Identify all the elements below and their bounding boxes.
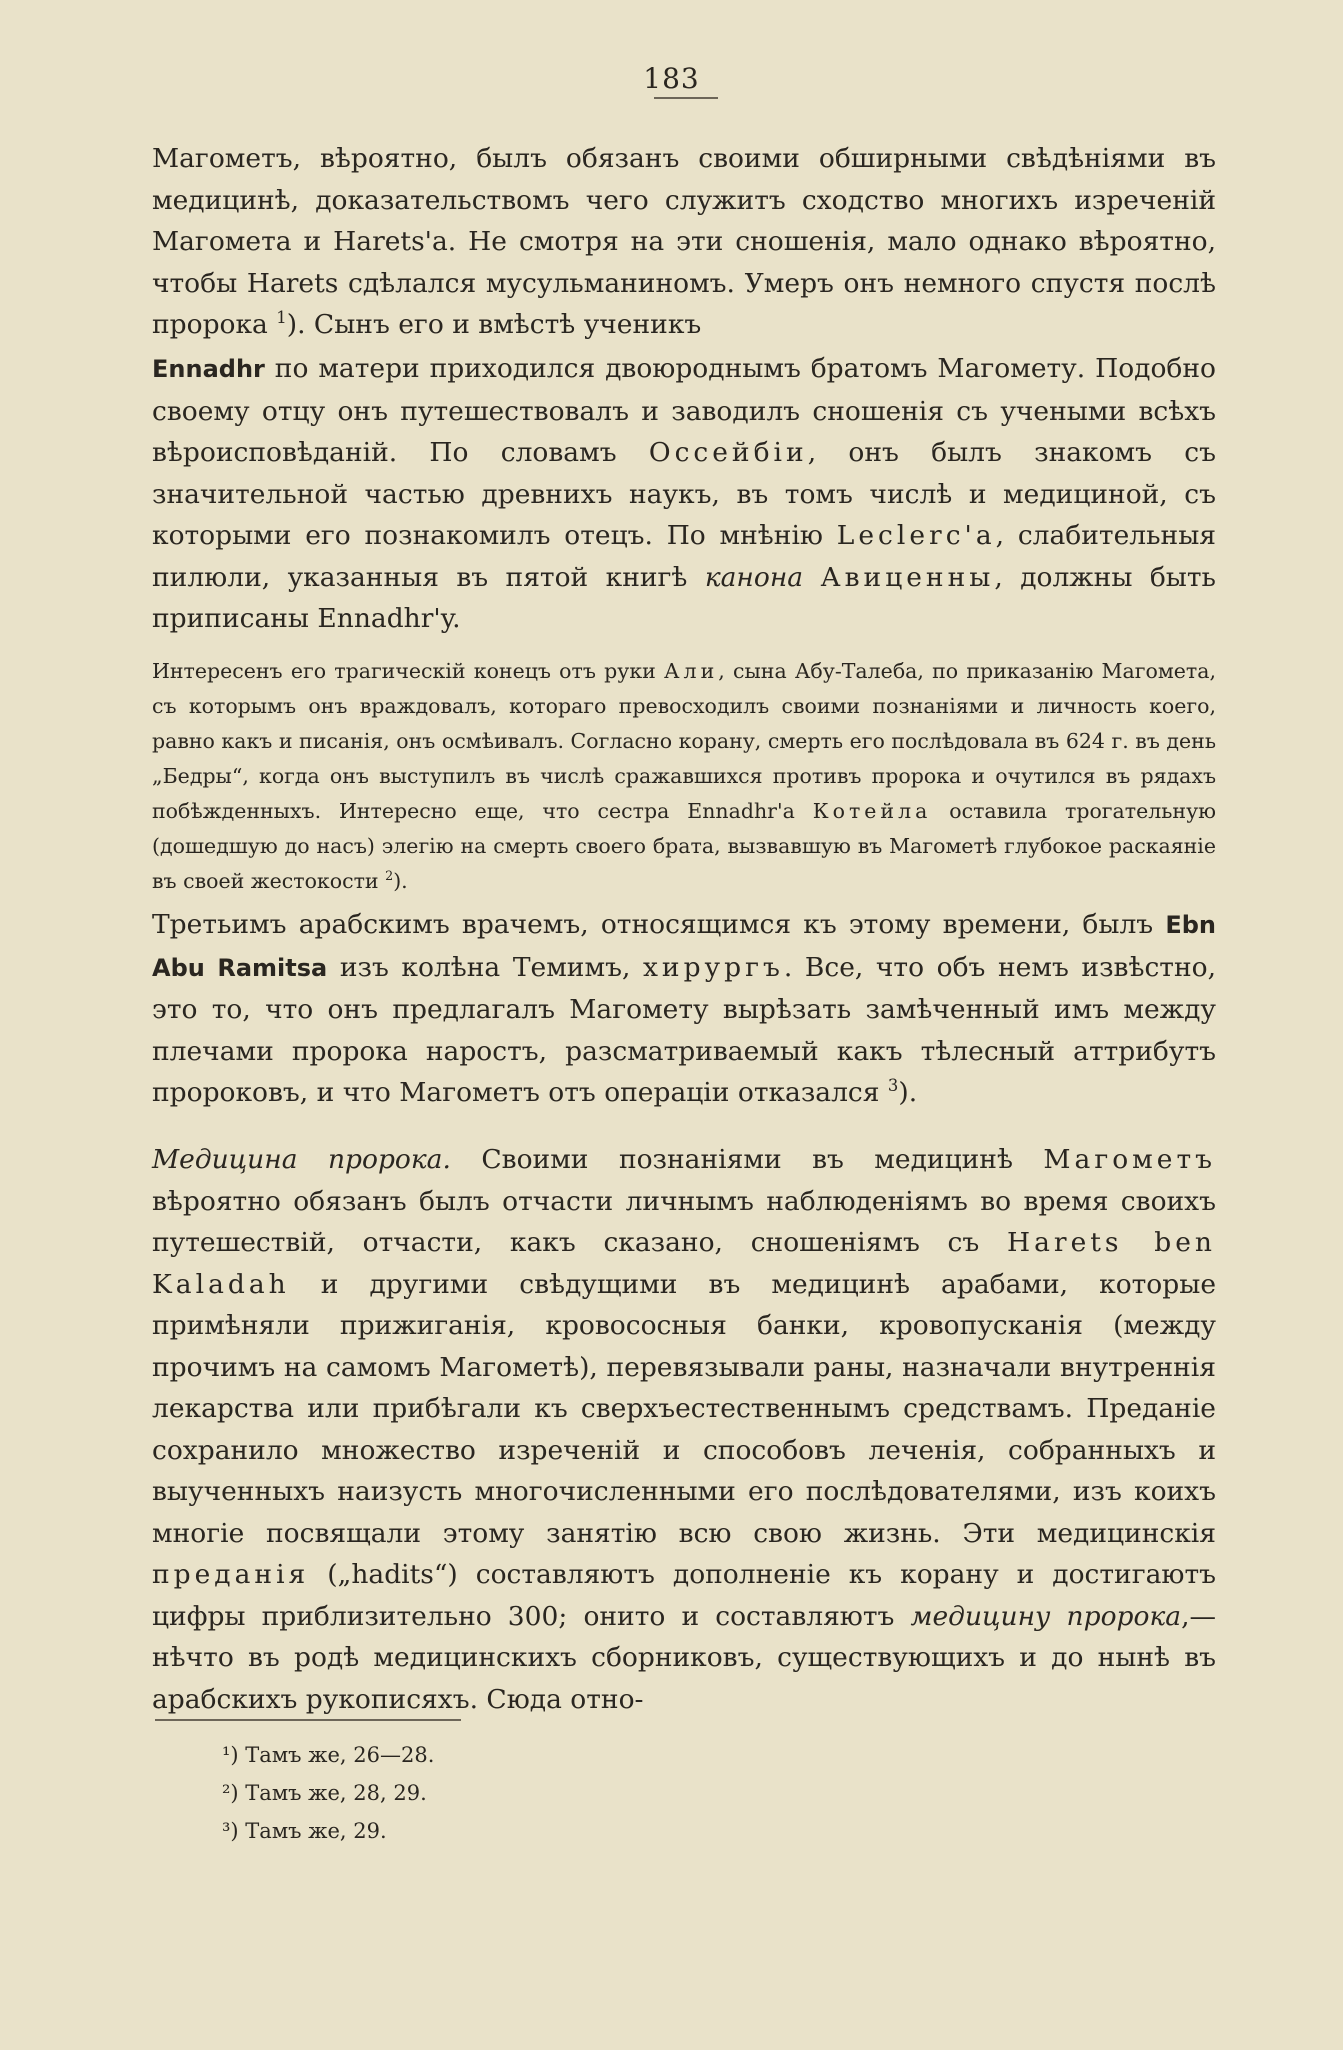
text-run: Магометъ, вѣроятно, былъ обязанъ своими обширными свѣдѣніями въ медицинѣ, доказательствомъ чего служитъ сходство многихъ изреченій Магомета и Harets'a. Не смотря на эти сношенія, мало однако вѣроятно, чтобы Harets сдѣлался мусульманиномъ. Умеръ онъ немного спустя послѣ пророка xyxy=(152,143,1216,340)
text-run: Своими познаніями въ медицинѣ xyxy=(450,1144,1044,1175)
paragraph-2 xyxy=(152,348,1216,640)
text-sp: Оссейбіи xyxy=(648,437,808,468)
text-sup: 2 xyxy=(385,868,394,884)
text-sp: Авиценны xyxy=(820,561,995,593)
text-name: Ennadhr xyxy=(152,355,265,383)
footnote-2: ²) Тамъ же, 28, 29. xyxy=(222,1781,427,1805)
text-sp: Али xyxy=(664,659,719,683)
text-name: Ebn Abu Ramitsa xyxy=(152,911,1216,982)
text-run: . Все, что объ немъ извѣстно, это то, что онъ предлагалъ Магомету вырѣзать замѣченный имъ между плечами пророка наростъ, разсматриваемый какъ тѣлесный аттрибутъ пророковъ, и что Магометъ отъ операціи отказался xyxy=(152,951,1216,1108)
text-sp: Leclerc'a xyxy=(836,520,996,551)
page-number-underline xyxy=(654,97,718,99)
text-run: по матери приходился двоюроднымъ братомъ Магомету. Подобно своему отцу онъ путешествовалъ и заводилъ сношенія съ учеными всѣхъ вѣроисповѣданій. По словамъ xyxy=(152,353,1216,468)
text-run: , должны быть приписаны Ennadhr'y. xyxy=(152,561,1216,634)
text-run: („hadits“) составляютъ дополненіе къ корану и достигаютъ цифры приблизительно 300; онито и составляютъ xyxy=(152,1559,1216,1632)
text-sp: хирургъ xyxy=(642,951,784,983)
text-run: , сына Абу-Талеба, по приказанію Магомета, съ которымъ онъ враждовалъ, котораго превосходилъ своими познаніями и личность коего, равно какъ и писанія, онъ осмѣивалъ. Согласно корану, смерть его послѣдовала въ 624 г. въ день „Бедры“, когда онъ выступилъ въ числѣ сражавшихся противъ пророка и очутился въ рядахъ побѣжденныхъ. Интересно еще, что сестра Ennadhr'a xyxy=(152,659,1216,823)
text-run: изъ колѣна Темимъ, xyxy=(327,951,643,983)
paragraph-1 xyxy=(152,138,1216,346)
text-em: канона xyxy=(704,561,804,593)
text-sp: Котейла xyxy=(812,799,932,823)
text-run: ). xyxy=(393,869,408,893)
paragraph-3-small-print xyxy=(152,654,1216,899)
footnote-1: ¹) Тамъ же, 26—28. xyxy=(222,1743,435,1767)
text-em: медицину пророка xyxy=(910,1600,1182,1632)
text-run: вѣроятно обязанъ былъ отчасти личнымъ наблюденіямъ во время своихъ путешествій, отчасти, какъ сказано, сношеніямъ съ xyxy=(152,1185,1216,1258)
text-sp: Harets ben Kaladah xyxy=(152,1227,1216,1300)
text-run: ). Сынъ его и вмѣстѣ ученикъ xyxy=(286,309,702,340)
text-run: ,—нѣчто въ родѣ медицинскихъ сборниковъ, существующихъ и до нынѣ въ арабскихъ рукописяхъ. Сюда отно- xyxy=(152,1600,1216,1715)
text-sp: Магометъ xyxy=(1043,1144,1216,1175)
footnote-3: ³) Тамъ же, 29. xyxy=(222,1819,387,1843)
text-run: , онъ былъ знакомъ съ значительной частью древнихъ наукъ, въ томъ числѣ и медициной, съ которыми его познакомилъ отецъ. По мнѣнію xyxy=(152,437,1216,551)
text-sup: 1 xyxy=(276,308,287,328)
text-run xyxy=(803,562,820,593)
text-sup: 3 xyxy=(887,1076,899,1096)
text-run: Третьимъ арабскимъ врачемъ, относящимся къ этому времени, былъ xyxy=(152,909,1166,940)
text-sp: преданія xyxy=(152,1559,310,1590)
text-run: , слабительныя пилюли, указанныя въ пятой книгѣ xyxy=(152,520,1216,593)
footnote-separator xyxy=(155,1719,461,1721)
text-em: Медицина пророка. xyxy=(152,1144,451,1175)
text-run: Интересенъ его трагическій конецъ отъ руки xyxy=(152,659,665,683)
text-run: ). xyxy=(898,1077,918,1108)
footnotes xyxy=(222,1736,434,1850)
text-run: и другими свѣдущими въ медицинѣ арабами, которые примѣняли прижиганія, кровососныя банки, кровопусканія (между прочимъ на самомъ Магометѣ), перевязывали раны, назначали внутреннія лекарства или прибѣгали къ сверхъестественнымъ средствамъ. Преданіе сохранило множество изреченій и способовъ леченія, собранныхъ и выученныхъ наизусть многочисленными его послѣдователями, изъ коихъ многіе посвящали этому занятію всю свою жизнь. Эти медицинскія xyxy=(152,1268,1216,1549)
page-number: 183 xyxy=(643,62,700,95)
paragraph-5 xyxy=(152,1139,1216,1720)
paragraph-4 xyxy=(152,904,1216,1114)
text-run: оставила трогательную (дошедшую до насъ) элегію на смерть своего брата, вызвавшую въ Магометѣ глубокое раскаяніе въ своей жестокости xyxy=(152,799,1216,893)
